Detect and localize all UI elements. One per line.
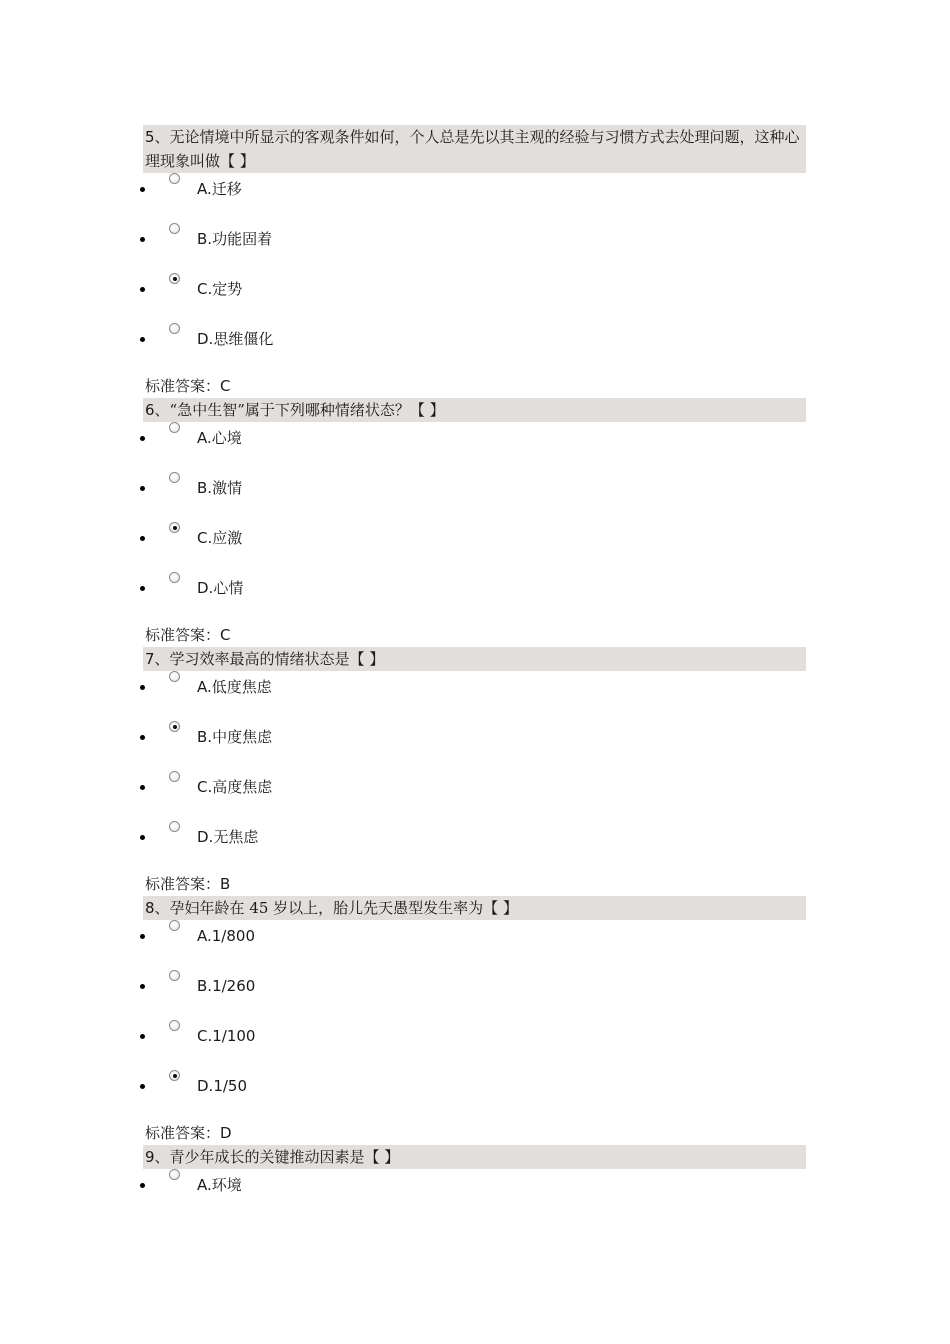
option-text: 无焦虑 xyxy=(213,828,259,846)
radio-unchecked-icon[interactable] xyxy=(169,173,180,184)
radio-unchecked-icon[interactable] xyxy=(169,970,180,981)
option-text: 1/260 xyxy=(212,977,256,995)
option-label xyxy=(197,277,242,301)
question-text: 、无论情境中所显示的客观条件如何，个人总是先以其主观的经验与习惯方式去处理问题，这种心理现象叫做【 】 xyxy=(145,128,800,170)
radio-checked-icon[interactable] xyxy=(169,721,180,732)
option-text: 激情 xyxy=(212,479,243,497)
option-label xyxy=(197,775,272,799)
option-row[interactable] xyxy=(0,476,950,500)
bullet-icon xyxy=(140,685,145,690)
option-letter: A. xyxy=(197,927,212,945)
option-label xyxy=(197,1173,242,1197)
bullet-icon xyxy=(140,835,145,840)
option-letter: D. xyxy=(197,1077,214,1095)
question-text: 、青少年成长的关键推动因素是【 】 xyxy=(154,1148,400,1166)
option-text: 高度焦虑 xyxy=(212,778,273,796)
question-text: 、“急中生智”属于下列哪种情绪状态？【 】 xyxy=(154,401,445,419)
option-text: 应激 xyxy=(212,529,243,547)
bullet-icon xyxy=(140,436,145,441)
bullet-icon xyxy=(140,785,145,790)
option-row[interactable] xyxy=(0,426,950,450)
option-row[interactable] xyxy=(0,1173,950,1197)
radio-unchecked-icon[interactable] xyxy=(169,223,180,234)
question-number: 9 xyxy=(145,1148,155,1166)
bullet-icon xyxy=(140,536,145,541)
option-row[interactable] xyxy=(0,725,950,749)
radio-unchecked-icon[interactable] xyxy=(169,671,180,682)
bullet-icon xyxy=(140,237,145,242)
option-text: 定势 xyxy=(212,280,243,298)
option-letter: B. xyxy=(197,728,213,746)
option-letter: C. xyxy=(197,778,213,796)
question-number: 5 xyxy=(145,128,155,146)
option-text: 迁移 xyxy=(211,180,242,198)
option-row[interactable] xyxy=(0,327,950,351)
option-letter: D. xyxy=(197,579,214,597)
question-stem xyxy=(143,647,806,671)
question-number: 7 xyxy=(145,650,155,668)
option-letter: D. xyxy=(197,828,214,846)
standard-answer xyxy=(145,623,231,647)
answer-label: 标准答案： xyxy=(145,875,221,893)
standard-answer xyxy=(145,1121,232,1145)
option-row[interactable] xyxy=(0,675,950,699)
radio-checked-icon[interactable] xyxy=(169,1070,180,1081)
option-text: 1/800 xyxy=(211,927,255,945)
bullet-icon xyxy=(140,187,145,192)
option-text: 思维僵化 xyxy=(213,330,274,348)
option-label xyxy=(197,825,258,849)
question-stem xyxy=(143,896,806,920)
option-label xyxy=(197,227,272,251)
answer-value: C xyxy=(220,377,231,395)
option-letter: A. xyxy=(197,678,212,696)
option-label xyxy=(197,725,272,749)
option-letter: C. xyxy=(197,529,213,547)
radio-unchecked-icon[interactable] xyxy=(169,920,180,931)
option-row[interactable] xyxy=(0,974,950,998)
option-row[interactable] xyxy=(0,775,950,799)
answer-value: B xyxy=(220,875,231,893)
question-stem xyxy=(143,1145,806,1169)
bullet-icon xyxy=(140,337,145,342)
question-stem xyxy=(143,398,806,422)
answer-label: 标准答案： xyxy=(145,626,221,644)
option-letter: C. xyxy=(197,280,213,298)
option-label xyxy=(197,1024,255,1048)
radio-unchecked-icon[interactable] xyxy=(169,323,180,334)
bullet-icon xyxy=(140,586,145,591)
option-row[interactable] xyxy=(0,1024,950,1048)
bullet-icon xyxy=(140,1183,145,1188)
radio-unchecked-icon[interactable] xyxy=(169,572,180,583)
option-letter: A. xyxy=(197,1176,212,1194)
radio-unchecked-icon[interactable] xyxy=(169,472,180,483)
option-letter: A. xyxy=(197,429,212,447)
option-label xyxy=(197,974,255,998)
bullet-icon xyxy=(140,1084,145,1089)
option-row[interactable] xyxy=(0,277,950,301)
option-row[interactable] xyxy=(0,227,950,251)
option-row[interactable] xyxy=(0,576,950,600)
radio-unchecked-icon[interactable] xyxy=(169,1169,180,1180)
question-text: 、学习效率最高的情绪状态是【 】 xyxy=(154,650,385,668)
option-text: 中度焦虑 xyxy=(212,728,273,746)
option-label xyxy=(197,426,242,450)
radio-unchecked-icon[interactable] xyxy=(169,821,180,832)
option-label xyxy=(197,327,273,351)
option-row[interactable] xyxy=(0,526,950,550)
bullet-icon xyxy=(140,984,145,989)
standard-answer xyxy=(145,374,231,398)
option-row[interactable] xyxy=(0,1074,950,1098)
option-text: 1/100 xyxy=(212,1027,256,1045)
option-row[interactable] xyxy=(0,825,950,849)
option-label xyxy=(197,526,242,550)
bullet-icon xyxy=(140,934,145,939)
radio-checked-icon[interactable] xyxy=(169,522,180,533)
bullet-icon xyxy=(140,1034,145,1039)
radio-unchecked-icon[interactable] xyxy=(169,1020,180,1031)
answer-value: D xyxy=(220,1124,232,1142)
option-text: 心情 xyxy=(213,579,244,597)
option-letter: A. xyxy=(197,180,212,198)
answer-value: C xyxy=(220,626,231,644)
option-letter: D. xyxy=(197,330,214,348)
option-letter: B. xyxy=(197,479,213,497)
question-number: 8 xyxy=(145,899,155,917)
option-text: 1/50 xyxy=(213,1077,248,1095)
option-row[interactable] xyxy=(0,177,950,201)
option-text: 环境 xyxy=(211,1176,242,1194)
radio-checked-icon[interactable] xyxy=(169,273,180,284)
option-label xyxy=(197,675,272,699)
radio-unchecked-icon[interactable] xyxy=(169,422,180,433)
bullet-icon xyxy=(140,287,145,292)
option-text: 心境 xyxy=(211,429,242,447)
radio-unchecked-icon[interactable] xyxy=(169,771,180,782)
answer-label: 标准答案： xyxy=(145,377,221,395)
bullet-icon xyxy=(140,486,145,491)
option-text: 低度焦虑 xyxy=(211,678,272,696)
option-letter: B. xyxy=(197,230,213,248)
option-text: 功能固着 xyxy=(212,230,273,248)
option-row[interactable] xyxy=(0,924,950,948)
option-label xyxy=(197,177,242,201)
option-letter: B. xyxy=(197,977,213,995)
question-stem xyxy=(143,125,806,173)
standard-answer xyxy=(145,872,230,896)
option-label xyxy=(197,476,242,500)
option-label xyxy=(197,576,243,600)
question-text: 、孕妇年龄在 45 岁以上，胎儿先天愚型发生率为【 】 xyxy=(154,899,518,917)
option-letter: C. xyxy=(197,1027,213,1045)
answer-label: 标准答案： xyxy=(145,1124,221,1142)
option-label xyxy=(197,1074,247,1098)
bullet-icon xyxy=(140,735,145,740)
question-number: 6 xyxy=(145,401,155,419)
option-label xyxy=(197,924,255,948)
